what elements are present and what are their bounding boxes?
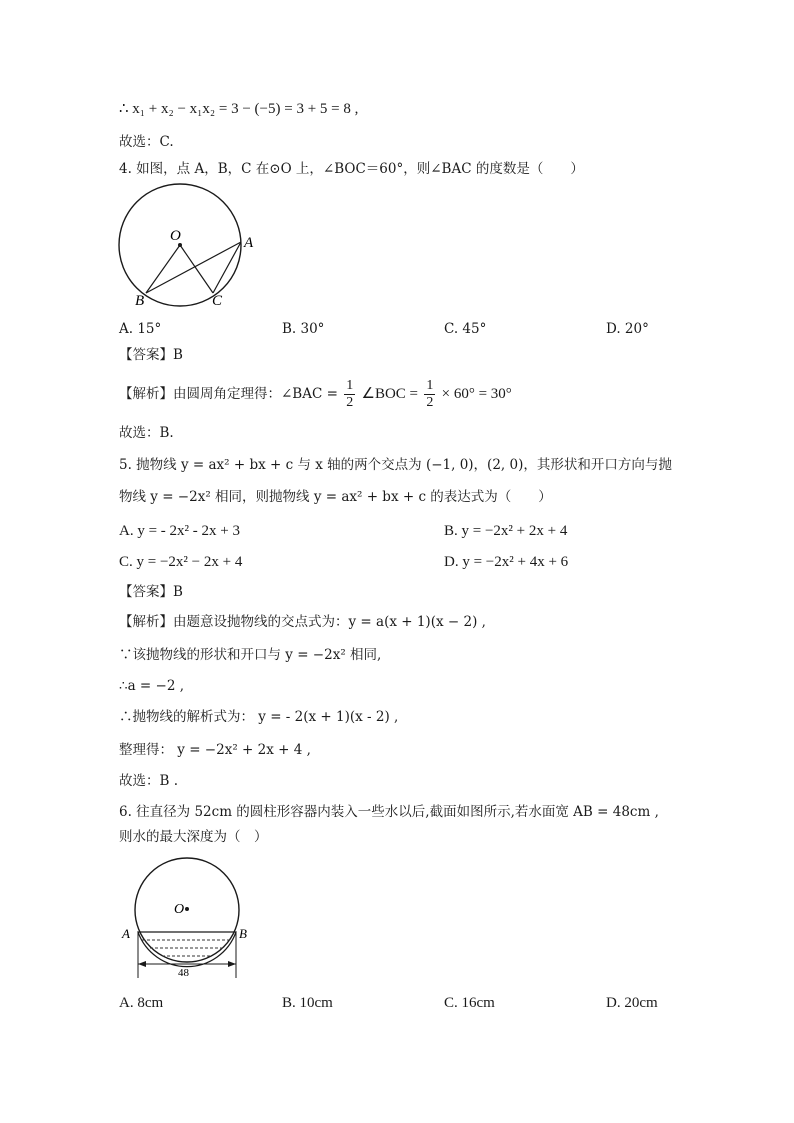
q4-option-b: B. 30°	[282, 321, 325, 337]
q4-stem: 4. 如图，点 A，B，C 在⊙O 上，∠BOC＝60°，则∠BAC 的度数是（ ）	[119, 161, 584, 177]
q4-segment-oc	[180, 245, 213, 293]
q6-container-figure	[118, 852, 258, 982]
q4-option-c: C. 45°	[444, 321, 487, 337]
q4-segment-ob	[146, 245, 180, 293]
q6-stem-line2: 则水的最大深度为（ ）	[119, 829, 268, 845]
q4-label-b: B	[135, 293, 145, 309]
q5-analysis-line5: 整理得： y = −2x² + 2x + 4 ,	[119, 742, 311, 758]
q6-center-point	[185, 907, 189, 911]
q4-label-o: O	[170, 228, 181, 244]
q3-calc-line: ∴ x₁ + x₂ − x₁x₂ = 3 − (−5) = 3 + 5 = 8 ,	[119, 101, 359, 117]
q6-option-c: C. 16cm	[444, 995, 495, 1011]
q5-option-b: B. y = −2x² + 2x + 4	[444, 523, 568, 539]
q6-label-a: A	[122, 926, 130, 941]
q4-option-a: A. 15°	[119, 321, 162, 337]
q4-analysis-prefix: 【解析】由圆周角定理得：∠BAC =	[119, 386, 338, 402]
q5-answer: 【答案】B	[119, 584, 183, 600]
q4-option-d: D. 20°	[606, 321, 649, 337]
q4-circle-figure	[118, 188, 258, 308]
q4-analysis-suffix: × 60° = 30°	[441, 386, 512, 402]
q5-stem-line1: 5. 抛物线 y = ax² + bx + c 与 x 轴的两个交点为 (−1, 0)，(2, 0)，其形状和开口方向与抛	[119, 457, 672, 473]
q5-option-a: A. y = - 2x² - 2x + 3	[119, 523, 240, 539]
q6-arrow-right	[228, 961, 236, 967]
q5-analysis-line2: ∵该抛物线的形状和开口与 y = −2x² 相同,	[119, 647, 382, 663]
q4-choice: 故选：B.	[119, 425, 174, 441]
q3-choice: 故选：C.	[119, 134, 174, 150]
q6-arrow-left	[138, 961, 146, 967]
q6-option-d: D. 20cm	[606, 995, 658, 1011]
q5-choice: 故选：B .	[119, 773, 179, 789]
q4-label-c: C	[212, 293, 223, 309]
q4-fraction-half-2: $\frac{1}{2}$	[426, 378, 434, 410]
q6-label-o: O	[174, 902, 185, 917]
q5-option-d: D. y = −2x² + 4x + 6	[444, 554, 569, 570]
q4-fraction-half-1: $\frac{1}{2}$	[346, 378, 354, 410]
q6-stem-line1: 6. 往直径为 52cm 的圆柱形容器内装入一些水以后,截面如图所示,若水面宽 AB = 48cm ,	[119, 804, 659, 820]
q5-option-c: C. y = −2x² − 2x + 4	[119, 554, 243, 570]
q4-label-a: A	[244, 235, 254, 251]
q5-analysis-line4: ∴抛物线的解析式为： y = - 2(x + 1)(x - 2) ,	[119, 709, 399, 725]
q6-option-a: A. 8cm	[119, 995, 164, 1011]
q6-option-b: B. 10cm	[282, 995, 333, 1011]
q4-analysis	[119, 376, 512, 412]
q4-analysis-mid: ∠BOC =	[361, 386, 419, 402]
q4-answer: 【答案】B	[119, 347, 183, 363]
q6-label-b: B	[239, 926, 247, 941]
q5-analysis-line1: 【解析】由题意设抛物线的交点式为：y = a(x + 1)(x − 2) ,	[119, 614, 486, 630]
q6-label-width: 48	[178, 967, 189, 979]
q5-analysis-line3: ∴a = −2 ,	[119, 678, 185, 694]
q5-stem-line2: 物线 y = −2x² 相同，则抛物线 y = ax² + bx + c 的表达式为（ ）	[119, 489, 552, 505]
